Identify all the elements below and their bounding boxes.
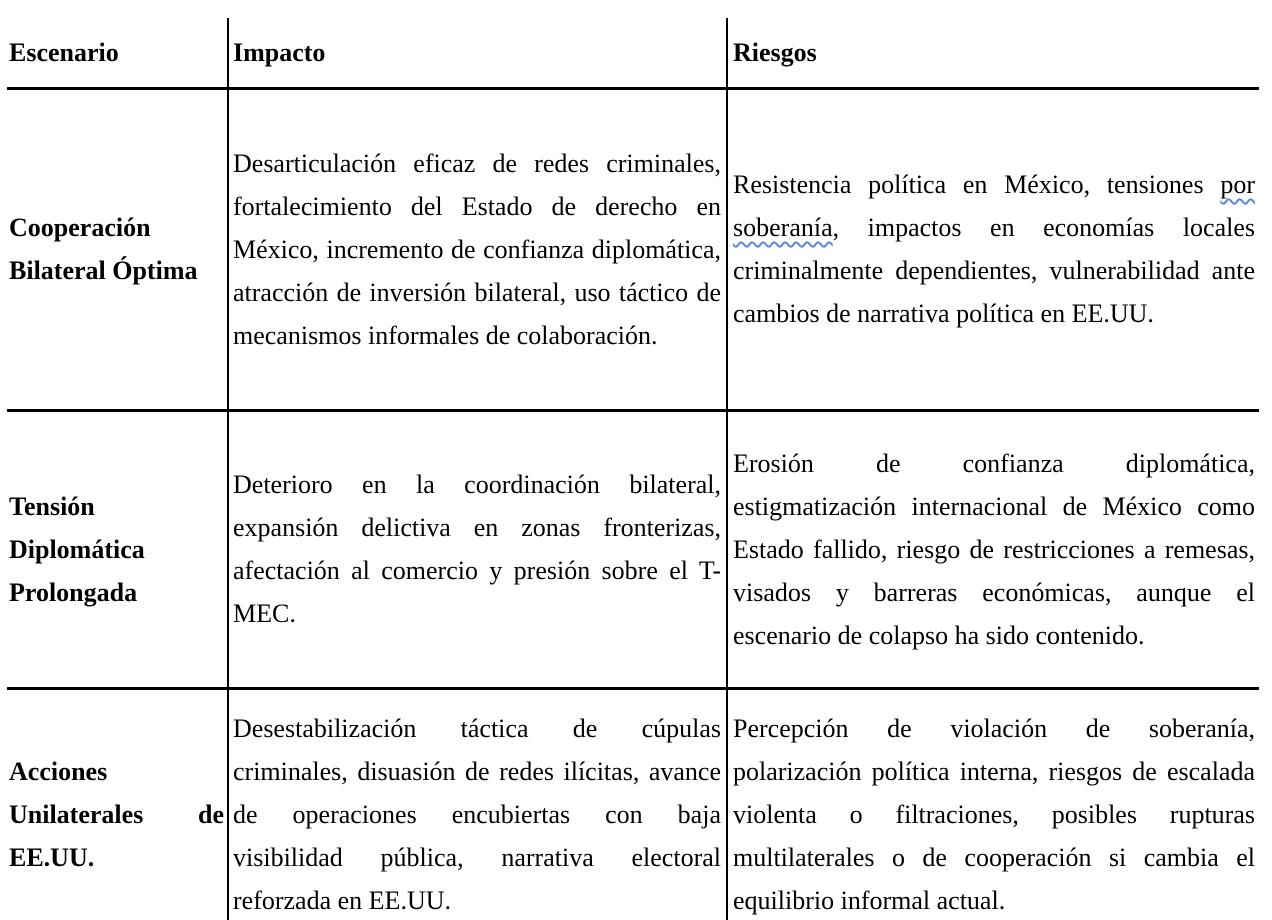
- cell-impacto[interactable]: Desestabilización táctica de cúpulas criminales, disuasión de redes ilícitas, avance de operaciones encubiertas con baja visibilidad pública, narrativa electoral reforzada en EE.UU.: [228, 688, 727, 920]
- header-row: [7, 18, 1259, 88]
- cell-riesgos[interactable]: [727, 410, 1259, 688]
- cell-riesgos[interactable]: [727, 88, 1259, 410]
- column-header-impacto[interactable]: Impacto: [228, 18, 727, 88]
- scenario-table: [7, 18, 1259, 920]
- riesgos-text: , impactos en economías locales criminalmente dependientes, vulnerabilidad ante cambios de narrativa política en EE.UU.: [733, 213, 1255, 328]
- riesgos-text: Resistencia política en México, tensiones: [733, 170, 1221, 199]
- cell-escenario[interactable]: Cooperación Bilateral Óptima: [7, 88, 228, 410]
- table-row: [7, 88, 1259, 410]
- spellcheck-flagged-text[interactable]: por soberanía: [733, 170, 1255, 242]
- cell-impacto[interactable]: Deterioro en la coordinación bilateral, expansión delictiva en zonas fronterizas, afectación al comercio y presión sobre el T-MEC.: [228, 410, 727, 688]
- cell-escenario[interactable]: Acciones Unilaterales de EE.UU.: [9, 757, 224, 873]
- column-header-riesgos[interactable]: Riesgos: [727, 18, 1259, 88]
- cell-impacto[interactable]: Desarticulación eficaz de redes criminales, fortalecimiento del Estado de derecho en México, incremento de confianza diplomática, atracción de inversión bilateral, uso táctico de mecanismos informales de colaboración.: [228, 88, 727, 410]
- riesgos-text: Percepción de violación de soberanía, polarización política interna, riesgos de escalada violenta o filtraciones, posibles rupturas multilaterales o de cooperación si cambia el equilibrio informal actual.: [733, 714, 1255, 916]
- cell-riesgos[interactable]: [727, 688, 1259, 920]
- table-row: [7, 688, 1259, 920]
- cell-escenario[interactable]: Tensión Diplomática Prolongada: [7, 410, 228, 688]
- column-header-escenario[interactable]: Escenario: [7, 18, 228, 88]
- riesgos-text: Erosión de confianza diplomática, estigmatización internacional de México como Estado fallido, riesgo de restricciones a remesas, visados y barreras económicas, aunque el escenario de colapso ha sido contenido.: [733, 448, 1255, 650]
- table-row: [7, 410, 1259, 688]
